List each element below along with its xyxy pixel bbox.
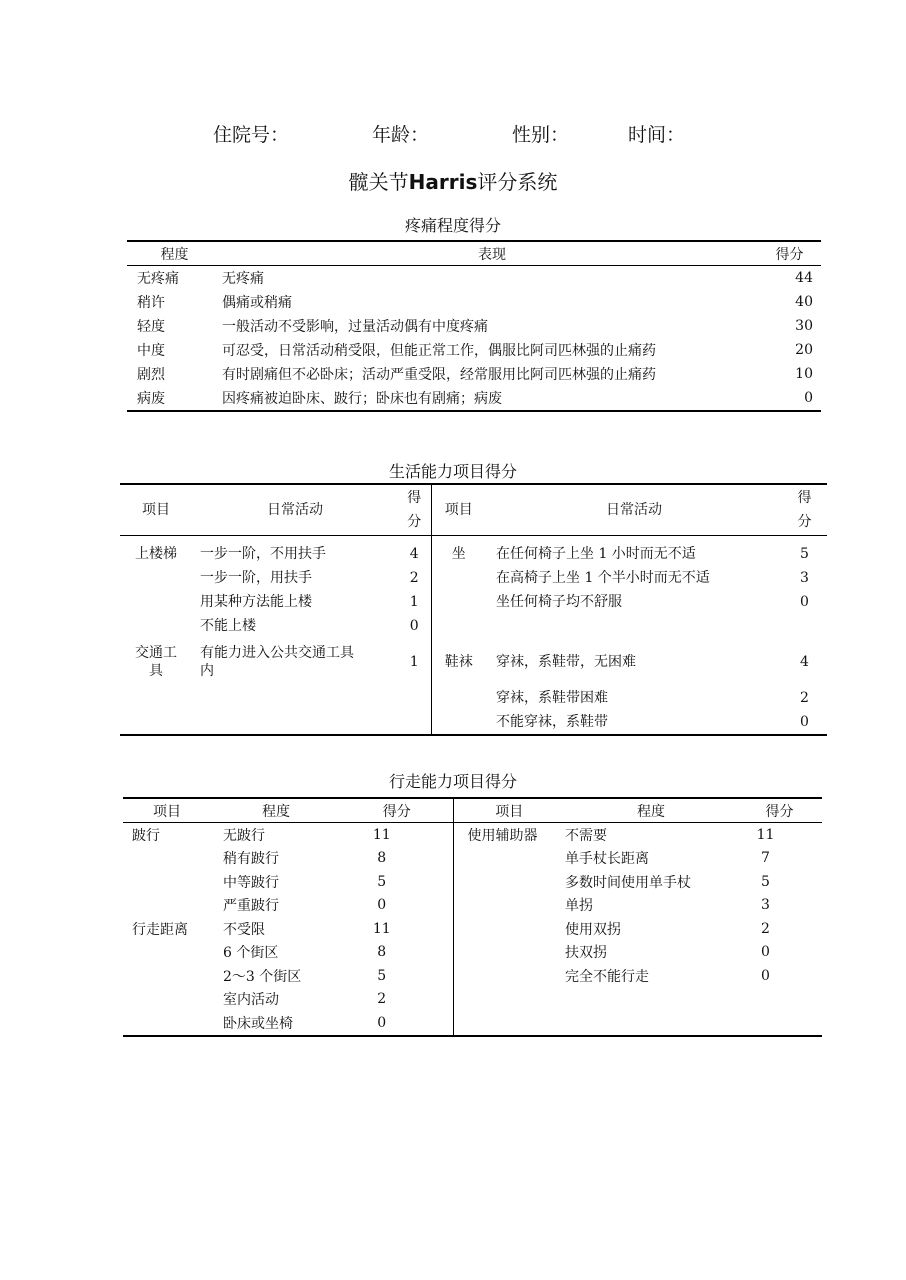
walking-table xyxy=(123,797,822,1037)
pain-table xyxy=(127,240,821,412)
walking-degree: 稍有跛行 xyxy=(223,851,279,868)
pain-desc: 因疼痛被迫卧床、跛行；卧床也有剧痛；病废 xyxy=(222,391,502,407)
table-row xyxy=(123,917,822,941)
pain-header-level: 程度 xyxy=(127,241,222,266)
table-row xyxy=(127,314,821,338)
walking-score: 0 xyxy=(341,1011,453,1036)
table-row xyxy=(120,686,827,710)
living-header-item: 项目 xyxy=(120,484,192,536)
page-title xyxy=(0,166,906,195)
walking-degree: 单手杖长距离 xyxy=(565,851,649,868)
walking-header-degree: 程度 xyxy=(565,798,737,823)
living-score: 0 xyxy=(800,714,809,730)
table-row xyxy=(127,362,821,386)
walking-degree: 不需要 xyxy=(565,827,607,844)
table-row xyxy=(120,566,827,590)
walking-score: 5 xyxy=(341,964,453,988)
table-row xyxy=(123,941,822,965)
living-activity: 坐任何椅子均不舒服 xyxy=(496,594,622,610)
walking-item: 行走距离 xyxy=(132,921,188,938)
gender-label: 性别： xyxy=(512,124,570,146)
walking-header-item: 项目 xyxy=(453,798,565,823)
living-score: 3 xyxy=(800,570,809,586)
living-activity: 在高椅子上坐 1 个半小时而无不适 xyxy=(496,570,710,586)
living-activity: 有能力进入公共交通工具 内 xyxy=(200,645,354,679)
living-activity: 不能上楼 xyxy=(200,618,256,634)
living-header-score: 得 分 xyxy=(782,484,827,536)
walking-caption: 行走能力项目得分 xyxy=(388,772,517,791)
living-activity: 一步一阶，用扶手 xyxy=(200,570,312,586)
living-header-item: 项目 xyxy=(431,484,486,536)
walking-score: 5 xyxy=(341,870,453,894)
walking-degree: 严重跛行 xyxy=(223,898,279,915)
living-score: 2 xyxy=(800,690,809,706)
pain-header-score: 得分 xyxy=(762,241,821,266)
table-row xyxy=(120,590,827,614)
walking-score: 8 xyxy=(341,847,453,871)
living-activity: 穿袜，系鞋带，无困难 xyxy=(496,654,636,670)
living-activity: 不能穿袜，系鞋带 xyxy=(496,714,608,730)
table-row xyxy=(123,964,822,988)
table-row xyxy=(120,536,827,567)
living-item: 交通工 具 xyxy=(135,645,177,679)
pain-level: 剧烈 xyxy=(137,367,165,383)
pain-level: 稍许 xyxy=(137,295,165,311)
table-row xyxy=(127,266,821,291)
walking-score: 2 xyxy=(761,920,770,937)
living-score: 4 xyxy=(398,536,431,567)
living-item: 上楼梯 xyxy=(135,546,177,562)
walking-score: 0 xyxy=(761,967,770,984)
pain-level: 病废 xyxy=(137,391,165,407)
pain-desc: 有时剧痛但不必卧床；活动严重受限，经常服用比阿司匹林强的止痛药 xyxy=(222,367,656,383)
admission-no-label: 住院号： xyxy=(213,124,290,146)
walking-degree: 扶双拐 xyxy=(565,945,607,962)
table-row xyxy=(123,870,822,894)
table-row xyxy=(123,988,822,1012)
pain-score: 40 xyxy=(795,294,813,310)
living-score: 0 xyxy=(800,594,809,610)
age-label: 年龄： xyxy=(372,124,430,146)
title-prefix: 髋关节 xyxy=(348,170,409,194)
pain-desc: 可忍受，日常活动稍受限，但能正常工作，偶服比阿司匹林强的止痛药 xyxy=(222,343,656,359)
walking-score: 2 xyxy=(341,988,453,1012)
patient-info-line xyxy=(0,120,906,150)
walking-degree: 2～3 个街区 xyxy=(223,968,302,985)
pain-score: 30 xyxy=(795,318,813,334)
living-header-activity: 日常活动 xyxy=(192,484,398,536)
walking-degree: 无跛行 xyxy=(223,827,265,844)
table-row xyxy=(127,386,821,411)
pain-desc: 一般活动不受影响，过量活动偶有中度疼痛 xyxy=(222,319,488,335)
walking-degree: 完全不能行走 xyxy=(565,968,649,985)
table-row xyxy=(123,823,822,847)
living-table xyxy=(120,483,827,736)
table-row xyxy=(127,290,821,314)
pain-score: 0 xyxy=(804,390,813,406)
walking-score: 3 xyxy=(761,897,770,914)
living-score: 1 xyxy=(398,638,431,686)
pain-score: 20 xyxy=(795,342,813,358)
walking-score: 11 xyxy=(756,826,775,843)
living-item: 鞋袜 xyxy=(444,654,473,670)
title-bold: Harris xyxy=(408,170,478,194)
walking-degree: 室内活动 xyxy=(223,992,279,1009)
walking-score: 11 xyxy=(341,917,453,941)
living-header-score: 得 分 xyxy=(398,484,431,536)
pain-caption: 疼痛程度得分 xyxy=(404,216,501,235)
table-row xyxy=(120,638,827,686)
walking-degree: 不受限 xyxy=(223,921,265,938)
pain-score: 10 xyxy=(795,366,813,382)
table-row xyxy=(123,894,822,918)
pain-level: 轻度 xyxy=(137,319,165,335)
living-item: 坐 xyxy=(451,546,466,562)
walking-degree: 多数时间使用单手杖 xyxy=(565,874,691,891)
walking-score: 11 xyxy=(341,823,453,847)
walking-degree: 单拐 xyxy=(565,898,593,915)
walking-degree: 卧床或坐椅 xyxy=(223,1015,293,1032)
living-caption: 生活能力项目得分 xyxy=(388,462,517,481)
pain-desc: 偶痛或稍痛 xyxy=(222,295,292,311)
walking-header-item: 项目 xyxy=(123,798,211,823)
walking-score: 7 xyxy=(761,850,770,867)
walking-degree: 中等跛行 xyxy=(223,874,279,891)
walking-score: 0 xyxy=(341,894,453,918)
walking-item: 跛行 xyxy=(132,827,160,844)
walking-degree: 6 个街区 xyxy=(223,945,279,962)
walking-score: 0 xyxy=(761,944,770,961)
walking-header-score: 得分 xyxy=(341,798,453,823)
walking-score: 8 xyxy=(341,941,453,965)
living-activity: 穿袜，系鞋带困难 xyxy=(496,690,608,706)
living-score: 5 xyxy=(800,546,809,562)
pain-desc: 无疼痛 xyxy=(222,271,264,287)
walking-header-score: 得分 xyxy=(737,798,822,823)
table-row xyxy=(127,338,821,362)
title-suffix: 评分系统 xyxy=(477,170,558,194)
table-row xyxy=(120,614,827,638)
living-score: 0 xyxy=(398,614,431,638)
table-row xyxy=(123,1011,822,1036)
pain-level: 无疼痛 xyxy=(137,271,179,287)
table-row xyxy=(123,847,822,871)
living-header-activity: 日常活动 xyxy=(486,484,782,536)
living-score: 2 xyxy=(398,566,431,590)
table-row xyxy=(120,710,827,735)
living-score: 1 xyxy=(398,590,431,614)
living-activity: 在任何椅子上坐 1 小时而无不适 xyxy=(496,546,696,562)
living-activity: 用某种方法能上楼 xyxy=(200,594,312,610)
pain-header-desc: 表现 xyxy=(222,241,762,266)
living-score: 4 xyxy=(800,654,809,670)
pain-score: 44 xyxy=(795,270,813,286)
pain-level: 中度 xyxy=(137,343,165,359)
time-label: 时间： xyxy=(628,124,686,146)
walking-item: 使用辅助器 xyxy=(467,827,538,844)
living-activity: 一步一阶，不用扶手 xyxy=(200,546,326,562)
walking-score: 5 xyxy=(761,873,770,890)
walking-degree: 使用双拐 xyxy=(565,921,621,938)
walking-header-degree: 程度 xyxy=(211,798,341,823)
